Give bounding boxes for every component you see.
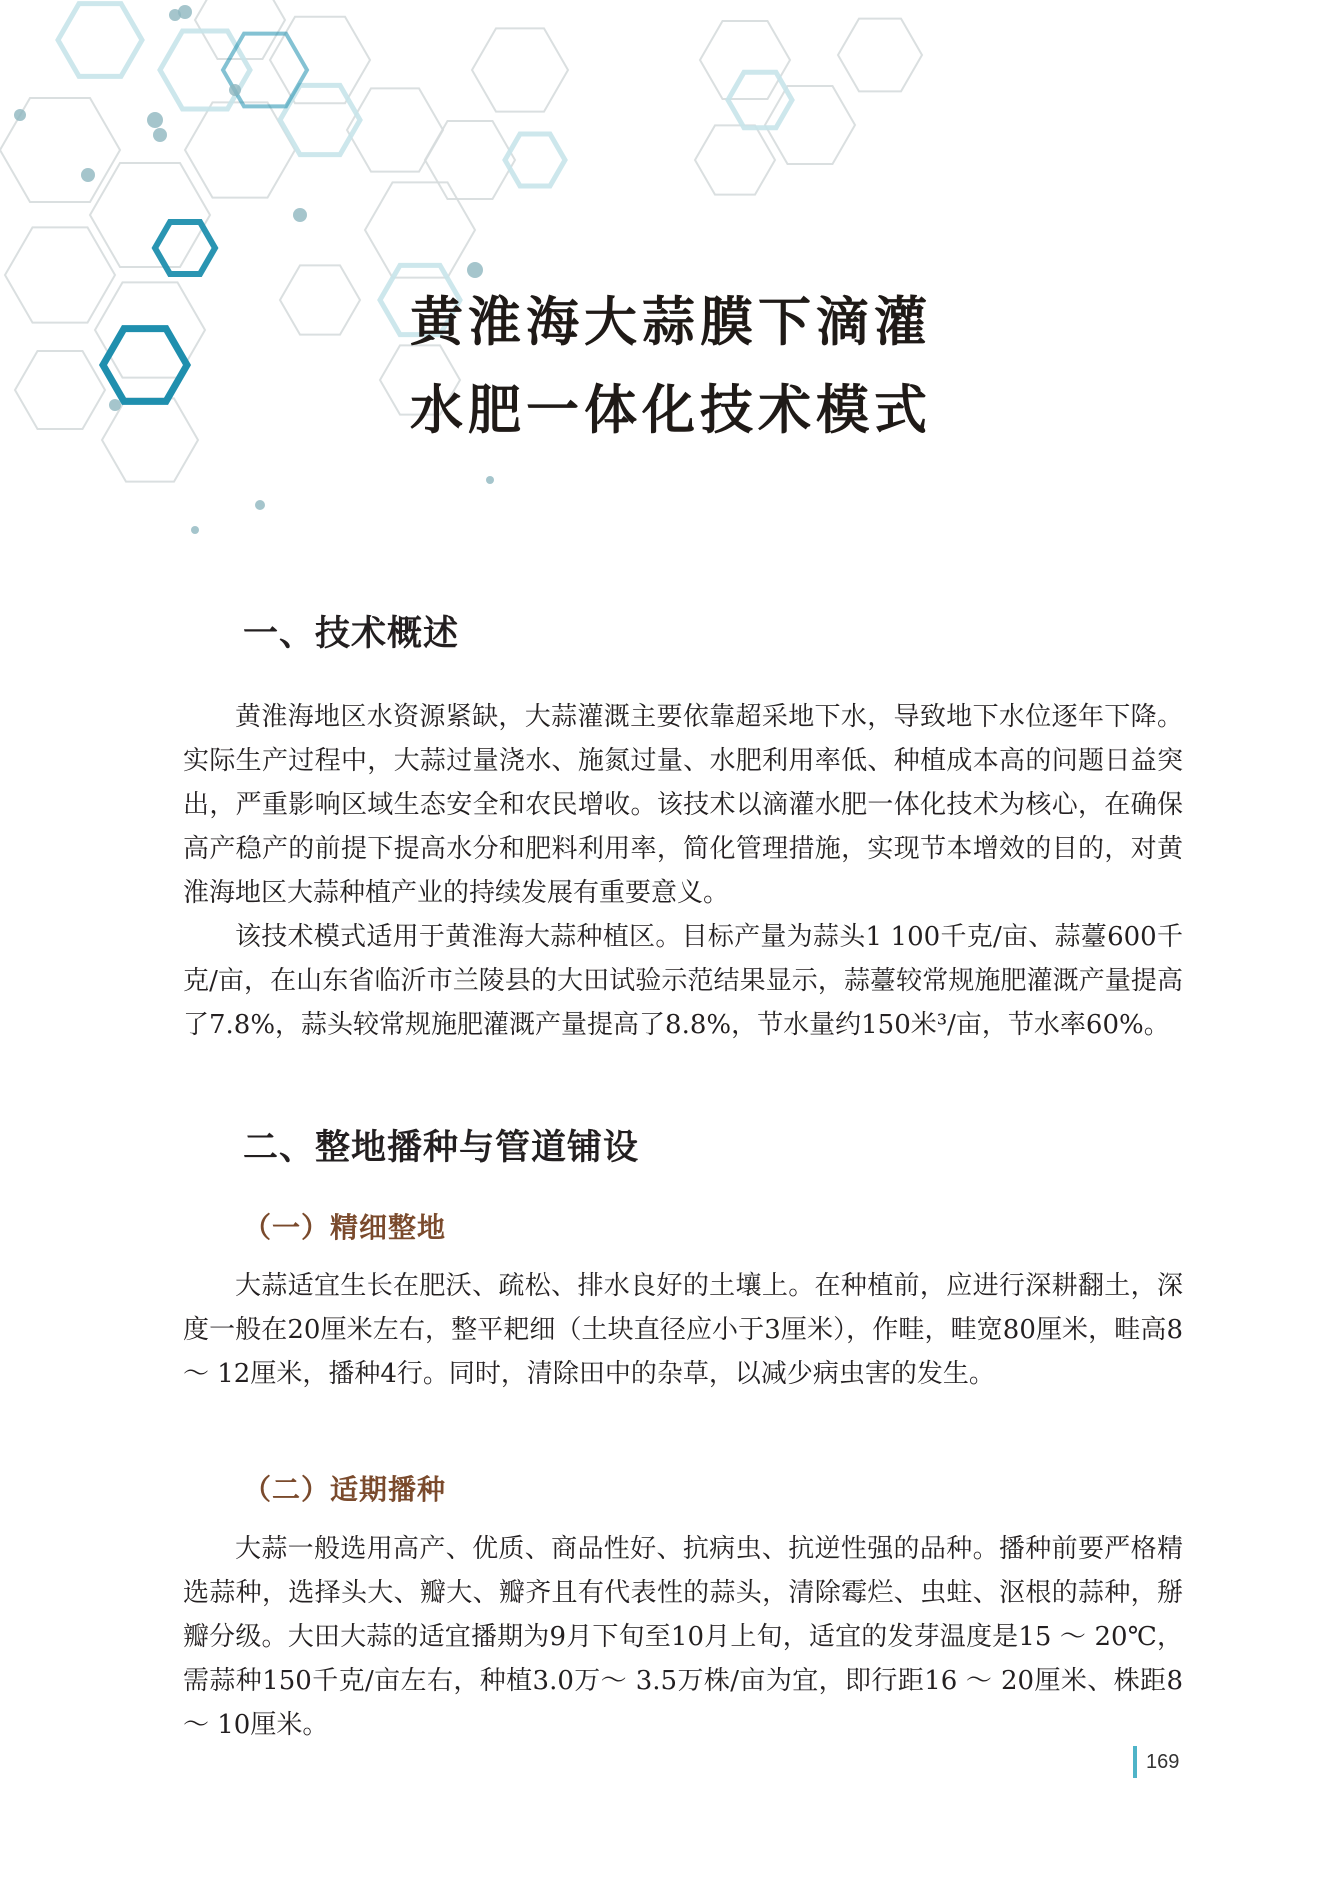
molecule-node bbox=[153, 128, 167, 142]
hexagon-shape bbox=[472, 28, 568, 111]
hexagon-shape bbox=[185, 102, 295, 197]
document-title-line-1: 黄淮海大蒜膜下滴灌 bbox=[410, 291, 932, 353]
subsection-1-heading: （一）精细整地 bbox=[243, 1211, 447, 1244]
section-2-heading: 二、整地播种与管道铺设 bbox=[243, 1128, 640, 1168]
document-title bbox=[410, 278, 1110, 454]
subsection-1-body bbox=[183, 1264, 1183, 1396]
section-1-paragraph-1: 黄淮海地区水资源紧缺，大蒜灌溉主要依靠超采地下水，导致地下水位逐年下降。实际生产过程中，大蒜过量浇水、施氮过量、水肥利用率低、种植成本高的问题日益突出，严重影响区域生态安全和农民增收。该技术以滴灌水肥一体化技术为核心，在确保高产稳产的前提下提高水分和肥料利用率，简化管理措施，实现节本增效的目的，对黄淮海地区大蒜种植产业的持续发展有重要意义。 bbox=[183, 702, 1183, 908]
page-number-bar bbox=[1133, 1746, 1137, 1778]
molecule-node bbox=[255, 500, 265, 510]
molecule-node bbox=[147, 112, 163, 128]
molecule-node bbox=[81, 168, 95, 182]
molecule-node bbox=[191, 526, 199, 534]
molecule-node bbox=[293, 208, 307, 222]
hexagon-shape bbox=[695, 125, 775, 194]
hexagon-accent-shape bbox=[155, 222, 215, 274]
document-title-line-2: 水肥一体化技术模式 bbox=[410, 379, 932, 441]
section-1-heading: 一、技术概述 bbox=[243, 614, 460, 654]
subsection-1-paragraph: 大蒜适宜生长在肥沃、疏松、排水良好的土壤上。在种植前，应进行深耕翻土，深度一般在20厘米左右，整平耙细（土块直径应小于3厘米），作畦，畦宽80厘米，畦高8 ～ 12厘米，播种4行。同时，清除田中的杂草，以减少病虫害的发生。 bbox=[183, 1271, 1183, 1389]
hexagon-shape bbox=[5, 227, 115, 322]
hexagon-shape bbox=[347, 88, 443, 171]
molecule-node bbox=[229, 84, 241, 96]
molecule-node bbox=[486, 476, 494, 484]
hexagon-shape bbox=[102, 398, 198, 481]
page-number: 169 bbox=[1146, 1750, 1180, 1773]
page-footer bbox=[1133, 1745, 1179, 1779]
subsection-2-paragraph: 大蒜一般选用高产、优质、商品性好、抗病虫、抗逆性强的品种。播种前要严格精选蒜种，选择头大、瓣大、瓣齐且有代表性的蒜头，清除霉烂、虫蛀、沤根的蒜种，掰瓣分级。大田大蒜的适宜播期为9月下旬至10月上旬，适宜的发芽温度是15 ～ 20℃，需蒜种150千克/亩左右，种植3.0万～ 3.5万株/亩为宜，即行距16 ～ 20厘米、株距8 ～ 10厘米。 bbox=[183, 1534, 1183, 1740]
subsection-2-heading: （二）适期播种 bbox=[243, 1473, 447, 1506]
hexagon-shape bbox=[838, 19, 922, 92]
hexagon-shape bbox=[425, 121, 515, 199]
molecule-node bbox=[109, 399, 121, 411]
hexagon-shape bbox=[58, 4, 142, 77]
section-1-body bbox=[183, 695, 1183, 1047]
hexagon-shape bbox=[270, 17, 370, 104]
hexagon-shape bbox=[15, 351, 105, 429]
molecule-node bbox=[14, 109, 26, 121]
molecule-node bbox=[467, 262, 483, 278]
hexagon-shape bbox=[90, 163, 210, 267]
molecule-node bbox=[169, 9, 181, 21]
hexagon-shape bbox=[700, 21, 790, 99]
subsection-2-body bbox=[183, 1527, 1183, 1747]
section-1-paragraph-2: 该技术模式适用于黄淮海大蒜种植区。目标产量为蒜头1 100千克/亩、蒜薹600千克/亩，在山东省临沂市兰陵县的大田试验示范结果显示，蒜薹较常规施肥灌溉产量提高了7.8%，蒜头较常规施肥灌溉产量提高了8.8%，节水量约150米³/亩，节水率60%。 bbox=[183, 922, 1183, 1040]
hexagon-shape bbox=[280, 265, 360, 334]
